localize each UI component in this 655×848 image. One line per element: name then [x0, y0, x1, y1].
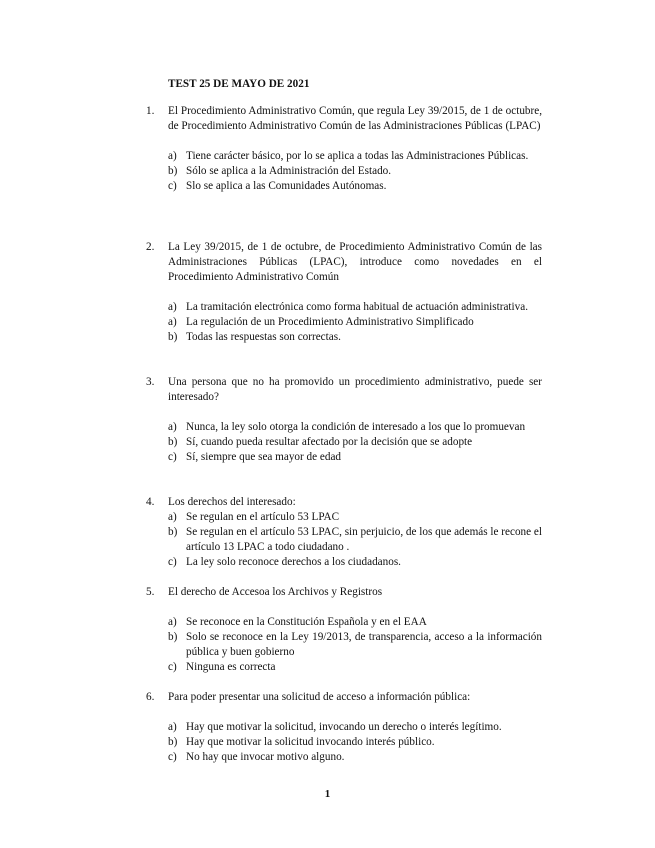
question-2 — [146, 240, 542, 345]
option: a) Tiene carácter básico, por lo se aplica a todas las Administraciones Públicas. — [168, 150, 529, 162]
option: b) Hay que motivar la solicitud invocando interés público. — [168, 736, 435, 748]
option: a) La regulación de un Procedimiento Administrativo Simplificado — [168, 316, 474, 328]
option: b) Se regulan en el artículo 53 LPAC, sin perjuicio, de los que además le recone el artículo 13 LPAC a todo ciudadano . — [168, 526, 542, 553]
question-text: Los derechos del interesado: — [168, 496, 296, 508]
question-number: 4. — [146, 496, 155, 508]
document-title: TEST 25 DE MAYO DE 2021 — [168, 78, 310, 90]
option: a) Se regulan en el artículo 53 LPAC — [168, 511, 340, 523]
question-number: 3. — [146, 376, 155, 388]
option: b) Sólo se aplica a la Administración del Estado. — [168, 165, 392, 177]
options-list — [168, 510, 542, 570]
question-number: 2. — [146, 241, 155, 253]
question-text: Para poder presentar una solicitud de acceso a información pública: — [168, 691, 471, 703]
options-list — [168, 149, 542, 194]
question-text: Una persona que no ha promovido un procedimiento administrativo, puede ser interesado? — [168, 376, 542, 403]
question-4 — [146, 495, 542, 570]
question-1 — [146, 104, 542, 194]
option: a) Se reconoce en la Constitución Española y en el EAA — [168, 616, 427, 628]
option: a) Hay que motivar la solicitud, invocando un derecho o interés legítimo. — [168, 721, 502, 733]
question-number: 5. — [146, 586, 155, 598]
option: c) Ninguna es correcta — [168, 661, 276, 673]
option: a) Nunca, la ley solo otorga la condición de interesado a los que lo promuevan — [168, 421, 526, 433]
question-text: El Procedimiento Administrativo Común, que regula Ley 39/2015, de 1 de octubre, de Procedimiento Administrativo Común de las Administraciones Públicas (LPAC) — [168, 105, 542, 132]
page-number: 1 — [324, 788, 331, 800]
question-text: El derecho de Accesoa los Archivos y Registros — [168, 586, 383, 598]
question-number: 6. — [146, 691, 155, 703]
options-list — [168, 300, 542, 345]
option: b) Sí, cuando pueda resultar afectado por la decisión que se adopte — [168, 436, 473, 448]
question-text: La Ley 39/2015, de 1 de octubre, de Procedimiento Administrativo Común de las Administraciones Públicas (LPAC), introduce como novedades en el Procedimiento Administrativo Común — [168, 241, 542, 283]
question-6 — [146, 690, 542, 765]
option: c) No hay que invocar motivo alguno. — [168, 751, 345, 763]
question-number: 1. — [146, 105, 155, 117]
question-5 — [146, 585, 542, 675]
options-list — [168, 615, 542, 675]
option: c) La ley solo reconoce derechos a los ciudadanos. — [168, 556, 401, 568]
option: c) Sí, siempre que sea mayor de edad — [168, 451, 342, 463]
option: b) Todas las respuestas son correctas. — [168, 331, 341, 343]
option: b) Solo se reconoce en la Ley 19/2013, de transparencia, acceso a la información pública y buen gobierno — [168, 631, 542, 658]
question-3 — [146, 375, 542, 465]
option: a) La tramitación electrónica como forma habitual de actuación administrativa. — [168, 301, 529, 313]
options-list — [168, 420, 542, 465]
option: c) Slo se aplica a las Comunidades Autónomas. — [168, 180, 387, 192]
options-list — [168, 720, 542, 765]
